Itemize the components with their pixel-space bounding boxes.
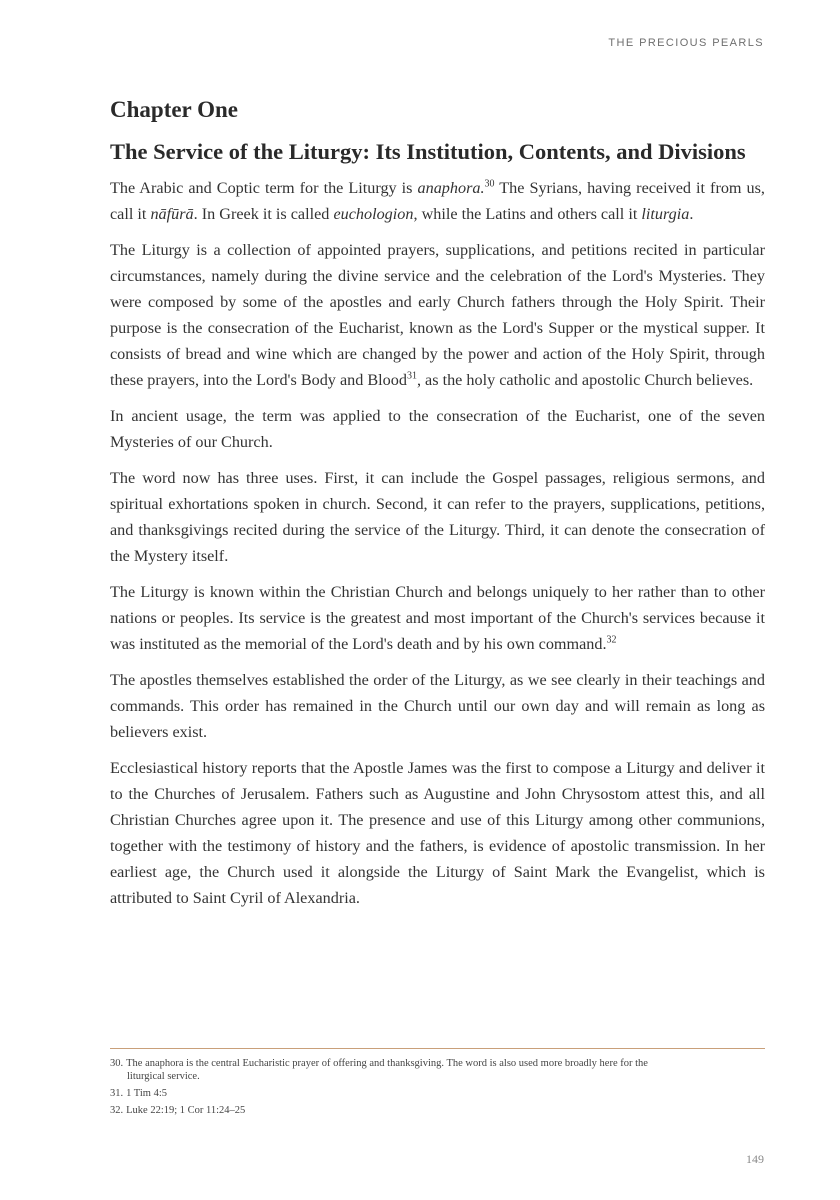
body-text <box>110 175 765 911</box>
footnote-ref: 30 <box>484 178 495 190</box>
text-run: , as the holy catholic and apostolic Church believes. <box>416 371 754 389</box>
text-run: , while the Latins and others call it <box>413 205 642 223</box>
text-run: The Liturgy is known within the Christian Church and belongs uniquely to her rather than to other nations or peoples. Its service is the greatest and most important of the Church's services because it was instituted as the memorial of the Lord's death and by his own command. <box>110 583 765 653</box>
text-run: The Syrians, having received it from us, call it <box>110 179 765 223</box>
text-run: The apostles themselves established the order of the Liturgy, as we see clearly in their teachings and commands. This order has remained in the Church until our own day and will remain as long as believers exist. <box>110 671 765 741</box>
italic-term: euchologion <box>333 205 414 223</box>
footnote-text: 1 Tim 4:5 <box>126 1088 167 1099</box>
text-run: The Arabic and Coptic term for the Liturgy is <box>110 179 418 197</box>
text-run: . In Greek it is called <box>193 205 334 223</box>
footnote-ref: 32 <box>606 634 617 646</box>
footnote <box>110 1104 765 1117</box>
footnote-text: The anaphora is the central Eucharistic prayer of offering and thanksgiving. The word is also used more broadly here for the <box>126 1058 648 1069</box>
text-run: . <box>689 205 694 223</box>
paragraph <box>110 237 765 393</box>
text-run: The Liturgy is a collection of appointed prayers, supplications, and petitions recited in particular circumstances, namely during the divine service and the celebration of the Lord's Mysteries. They were composed by some of the apostles and early Church fathers through the Holy Spirit. Their purpose is the consecration of the Eucharist, known as the Lord's Supper or the mystical supper. It consists of bread and wine which are changed by the power and action of the Holy Spirit, through these prayers, into the Lord's Body and Blood <box>110 241 765 389</box>
paragraph <box>110 403 765 455</box>
footnote-number: 30. <box>110 1058 124 1069</box>
main-content <box>110 95 765 911</box>
footnote-text: Luke 22:19; 1 Cor 11:24–25 <box>126 1105 246 1116</box>
italic-term: nāfūrā <box>150 205 194 223</box>
footnote-ref: 31 <box>406 370 417 382</box>
footnote <box>110 1087 765 1100</box>
paragraph <box>110 579 765 657</box>
paragraph <box>110 755 765 911</box>
italic-term: liturgia <box>641 205 690 223</box>
running-head: THE PRECIOUS PEARLS <box>608 37 764 49</box>
text-run: Ecclesiastical history reports that the Apostle James was the first to compose a Liturgy and deliver it to the Churches of Jerusalem. Fathers such as Augustine and John Chrysostom attest this, and all Christian Churches agree upon it. The presence and use of this Liturgy among other communions, together with the testimony of history and the fathers, is evidence of apostolic transmission. In her earliest age, the Church used it alongside the Liturgy of Saint Mark the Evangelist, which is attributed to Saint Cyril of Alexandria. <box>110 759 765 907</box>
footnotes <box>110 1048 765 1121</box>
footnote-number: 31. <box>110 1088 124 1099</box>
text-run: The word now has three uses. First, it can include the Gospel passages, religious sermons, and spiritual exhortations spoken in church. Second, it can refer to the prayers, supplications, petitions, and thanksgivings recited during the service of the Liturgy. Third, it can denote the consecration of the Mystery itself. <box>110 469 765 565</box>
italic-term: . <box>480 179 485 197</box>
footnote-text-continued: liturgical service. <box>127 1071 200 1082</box>
paragraph <box>110 175 765 227</box>
footnote-number: 32. <box>110 1105 124 1116</box>
chapter-label: Chapter One <box>110 97 238 122</box>
text-run: In ancient usage, the term was applied to the consecration of the Eucharist, one of the seven Mysteries of our Church. <box>110 407 765 451</box>
chapter-title: The Service of the Liturgy: Its Institution, Contents, and Divisions <box>110 139 746 164</box>
page-number: 149 <box>746 1152 764 1166</box>
paragraph <box>110 465 765 569</box>
paragraph <box>110 667 765 745</box>
footnote <box>110 1057 765 1083</box>
italic-term: anaphora <box>417 179 481 197</box>
